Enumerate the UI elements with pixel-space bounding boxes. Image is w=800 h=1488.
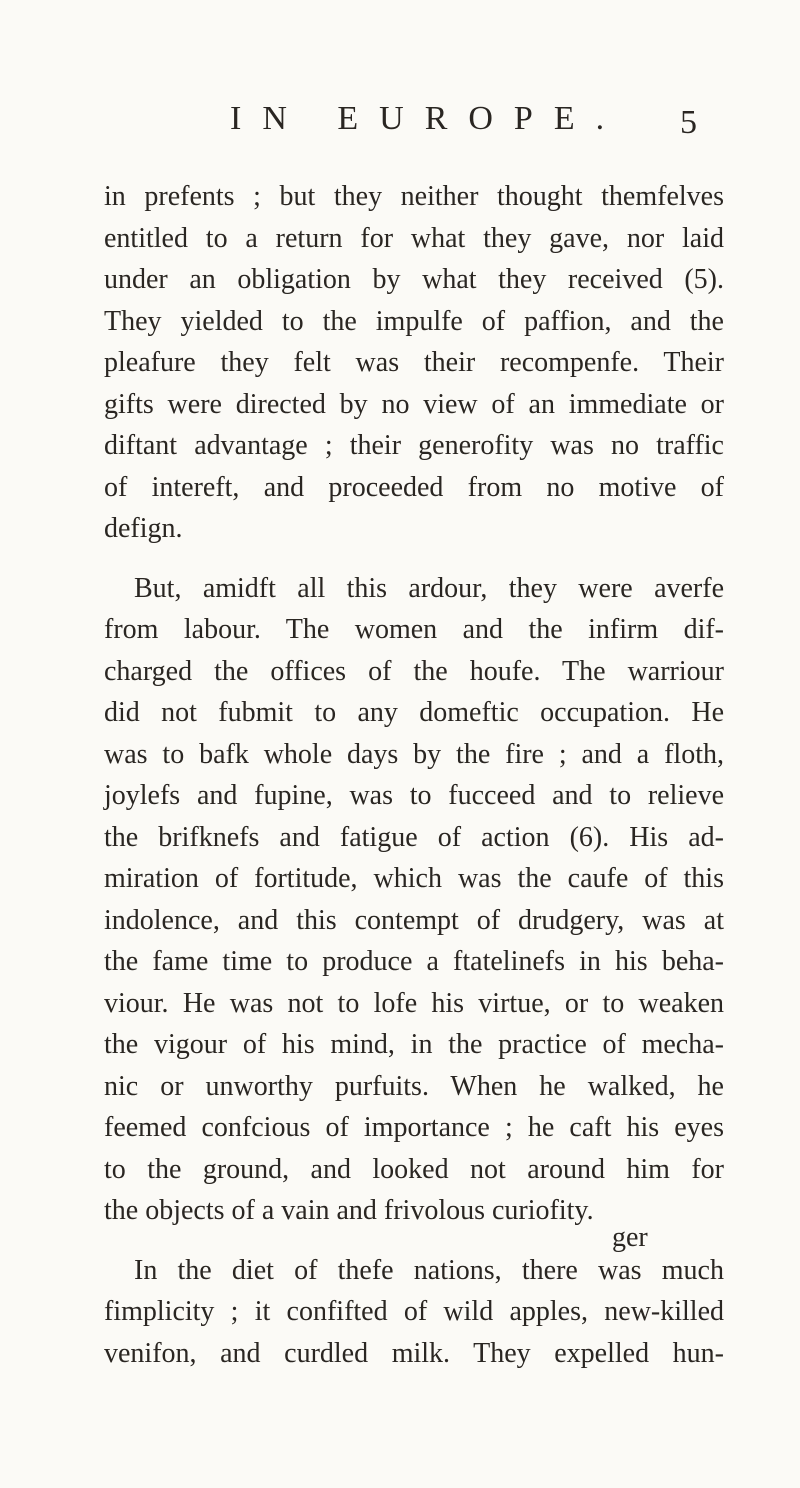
text-line: entitled to a return for what they gave, nor laid [104,222,724,254]
text-line: the brifknefs and fatigue of action (6). His ad- [104,821,724,853]
page-number: 5 [680,104,697,141]
text-line: feemed confcious of importance ; he caft his eyes [104,1112,724,1143]
text-line: indolence, and this contempt of drudgery, was at [104,904,724,936]
text-line: In the diet of thefe nations, there was much [134,1254,724,1286]
text-line: the vigour of his mind, in the practice of mecha- [104,1029,724,1060]
paragraph-gap [104,550,724,568]
text-line: to the ground, and looked not around him for [104,1153,724,1185]
paragraph-2 [104,568,724,1232]
body-text [104,176,724,1374]
paragraph-3 [104,1250,724,1375]
text-line: defign. [104,513,183,544]
text-line: the objects of a vain and frivolous curiofity. [104,1195,594,1226]
text-line: charged the offices of the houfe. The warriour [104,655,724,687]
text-line: pleafure they felt was their recompenfe. Their [104,347,724,378]
text-line: in prefents ; but they neither thought themfelves [104,181,724,212]
text-line: did not fubmit to any domeftic occupation. He [104,697,724,728]
text-line: under an obligation by what they received (5). [104,264,724,295]
text-line: gifts were directed by no view of an immediate or [104,388,724,420]
catchword: ger [612,1222,648,1253]
paragraph-1 [104,176,724,550]
text-line: miration of fortitude, which was the caufe of this [104,863,724,894]
text-line: was to bafk whole days by the fire ; and a floth, [104,738,724,770]
text-line: But, amidft all this ardour, they were averfe [134,572,724,604]
text-line: viour. He was not to lofe his virtue, or to weaken [104,987,724,1019]
text-line: joylefs and fupine, was to fucceed and to relieve [104,780,724,811]
text-line: of intereft, and proceeded from no motive of [104,471,724,503]
text-line: fimplicity ; it confifted of wild apples, new-killed [104,1296,724,1327]
text-line: nic or unworthy purfuits. When he walked, he [104,1070,724,1102]
text-line: They yielded to the impulfe of paffion, and the [104,305,724,337]
text-line: from labour. The women and the infirm dif- [104,614,724,645]
text-line: the fame time to produce a ftatelinefs in his beha- [104,946,724,977]
running-title: IN EUROPE. [230,100,626,137]
text-line: venifon, and curdled milk. They expelled hun- [104,1337,724,1369]
text-line: diftant advantage ; their generofity was no traffic [104,430,724,461]
